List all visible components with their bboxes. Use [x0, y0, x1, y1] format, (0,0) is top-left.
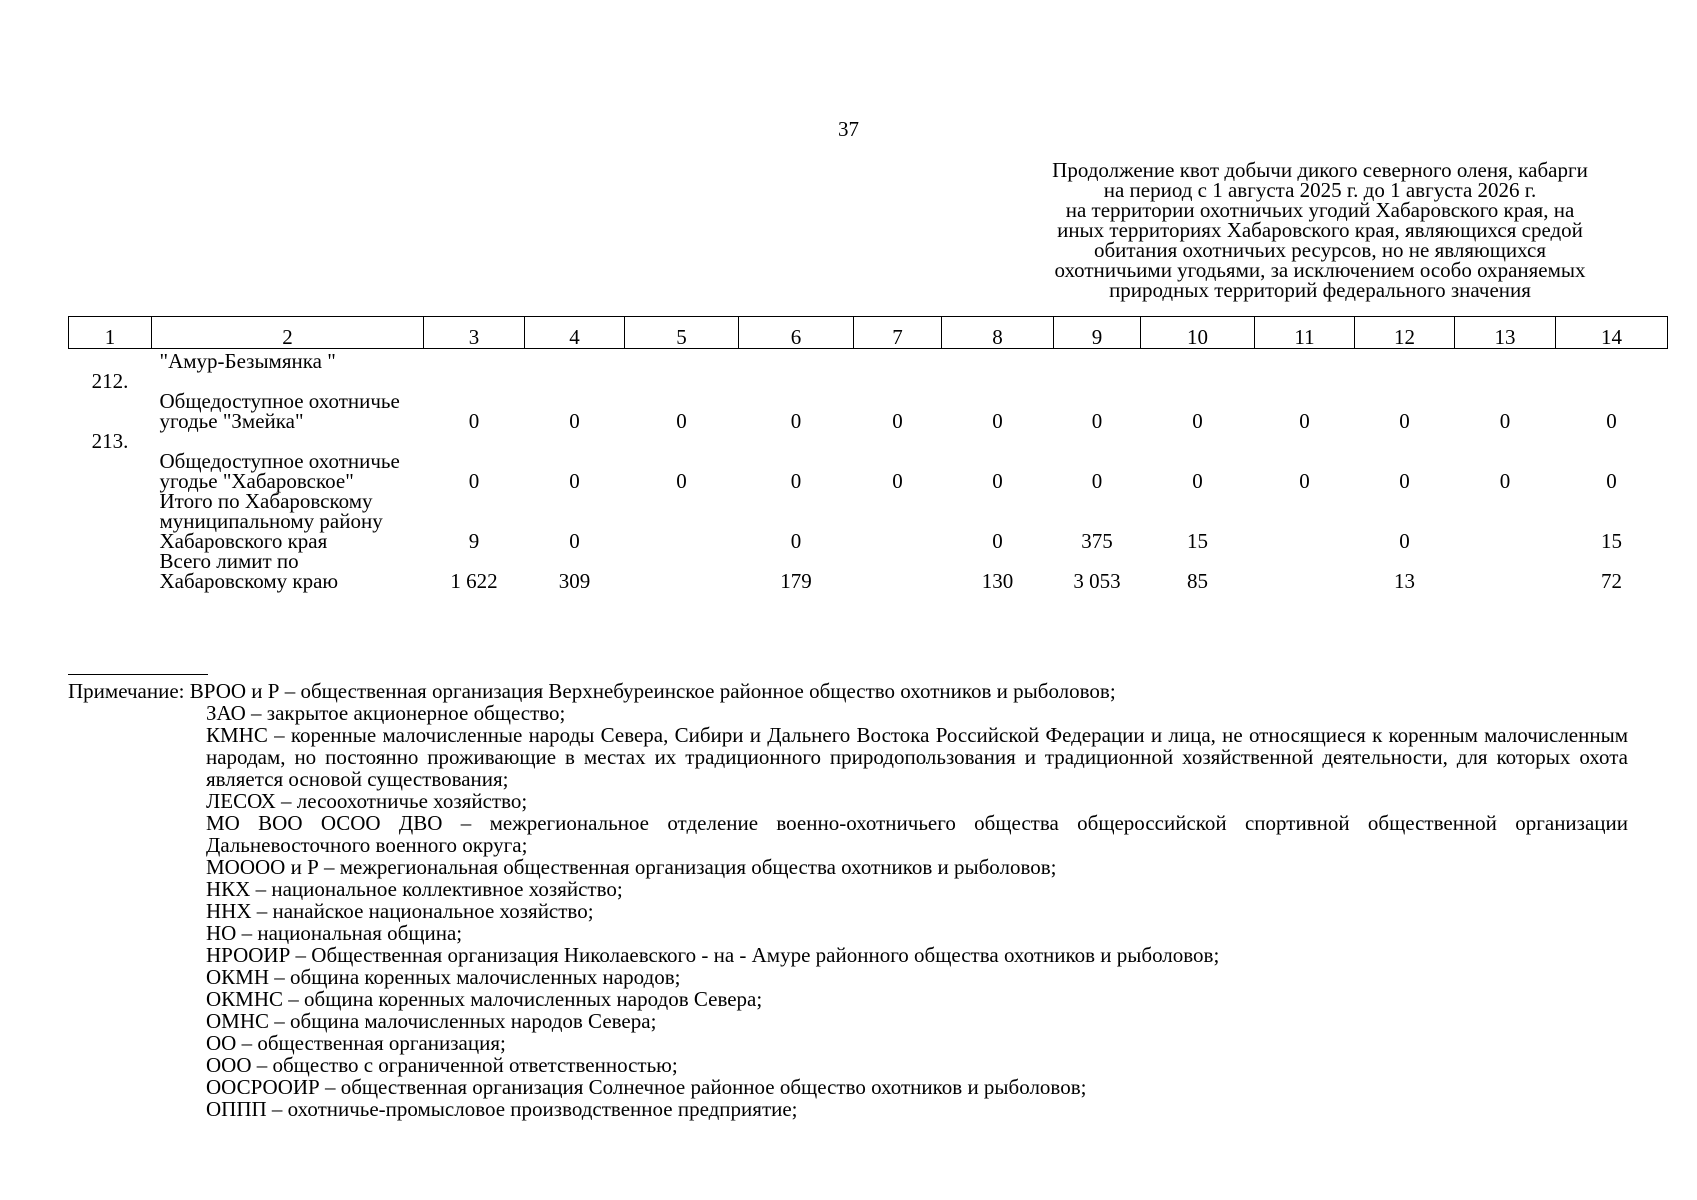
cell-value: 0: [1299, 409, 1310, 433]
cell-value: 179: [780, 569, 812, 593]
note-item: КМНС – коренные малочисленные народы Севера, Сибири и Дальнего Востока Российской Федерации и лица, не относящиеся к коренным малочисленным народам, но постоянно проживающие в местах их традиционного природопользования и традиционной хозяйственной деятельности, для которых охота является основой существования;: [206, 723, 1628, 791]
column-header: 6: [739, 317, 854, 349]
cell-value: 0: [569, 529, 580, 553]
title-line: природных территорий федерального значения: [1109, 278, 1531, 302]
cell-value: 375: [1081, 529, 1113, 553]
cell-value: 0: [1399, 409, 1410, 433]
cell-value: [1455, 551, 1556, 591]
cell-value: 130: [981, 569, 1014, 593]
column-header: 7: [854, 317, 942, 349]
note-item: ЛЕСОХ – лесоохотничье хозяйство;: [206, 789, 528, 813]
cell-value: 0: [892, 409, 903, 433]
cell-value: [1455, 491, 1556, 551]
note-item: ОМНС – община малочисленных народов Севера;: [206, 1009, 657, 1033]
row-number: 213.: [91, 429, 129, 453]
table-row-continuation: [69, 349, 1668, 372]
cell-value: 13: [1394, 569, 1415, 593]
cell-value: [854, 551, 942, 591]
cell-value: 0: [1192, 469, 1203, 493]
table-row: [69, 431, 1668, 491]
quota-table: [68, 316, 1668, 591]
note-item: ОКМНС – община коренных малочисленных народов Севера;: [206, 987, 763, 1011]
footnote-separator: [68, 674, 208, 675]
note-item: МОООО и Р – межрегиональная общественная организация общества охотников и рыболовов;: [206, 855, 1057, 879]
cell-value: 0: [992, 469, 1003, 493]
row-name: Итого по Хабаровскому муниципальному району Хабаровского края: [159, 489, 383, 553]
row-name: Общедоступное охотничье угодье "Хабаровское": [159, 449, 400, 493]
note-item: НО – национальная община;: [206, 921, 463, 945]
table-row: [69, 371, 1668, 431]
note-item: МО ВОО ОСОО ДВО – межрегиональное отделение военно-охотничьего общества общероссийской спортивной общественной организации Дальневосточного военного округа;: [206, 811, 1628, 857]
cell-value: 0: [1399, 529, 1410, 553]
row-number: [69, 551, 152, 591]
cell-value: 0: [569, 469, 580, 493]
cell-value: 0: [1499, 409, 1511, 433]
cell-value: [625, 551, 739, 591]
table-header-row: [69, 317, 1668, 349]
cell-value: 0: [1606, 469, 1617, 493]
note-item: НРООИР – Общественная организация Николаевского - на - Амуре районного общества охотников и рыболовов;: [206, 943, 1220, 967]
row-name: Всего лимит по Хабаровскому краю: [159, 549, 339, 593]
cell-value: 0: [468, 469, 480, 493]
cell-value: 9: [468, 529, 480, 553]
column-header: 12: [1355, 317, 1455, 349]
row-number: [69, 491, 152, 551]
cell-value: 3 053: [1073, 569, 1121, 593]
title-line: на территории охотничьих угодий Хабаровского края, на: [1065, 198, 1575, 222]
table-row-district-total: [69, 491, 1668, 551]
note-item: ОКМН – община коренных малочисленных народов;: [206, 965, 681, 989]
cell-value: 309: [558, 569, 591, 593]
cell-value: 0: [468, 409, 480, 433]
column-header: 11: [1255, 317, 1355, 349]
row-name: Общедоступное охотничье угодье "Змейка": [159, 389, 400, 433]
table-title: [1005, 160, 1635, 300]
column-header: 10: [1141, 317, 1255, 349]
note-item: ОО – общественная организация;: [206, 1031, 506, 1055]
note-item: ННХ – нанайское национальное хозяйство;: [206, 899, 594, 923]
cell-value: 0: [569, 409, 580, 433]
cell-value: 0: [1606, 409, 1617, 433]
column-header: 8: [942, 317, 1054, 349]
cell-value: 85: [1187, 569, 1208, 593]
cell-value: 0: [1091, 469, 1103, 493]
cell-value: 1 622: [450, 569, 498, 593]
column-header: 13: [1455, 317, 1556, 349]
column-header: 5: [625, 317, 739, 349]
cell-value: [1255, 491, 1355, 551]
cell-value: 15: [1601, 529, 1622, 553]
row-name: "Амур-Безымянка ": [159, 349, 336, 373]
column-header: 9: [1054, 317, 1141, 349]
column-header: 3: [424, 317, 525, 349]
title-line: обитания охотничьих ресурсов, но не являющихся: [1093, 238, 1547, 262]
cell-value: [625, 491, 739, 551]
page-number: 37: [838, 117, 859, 141]
title-line: охотничьими угодьями, за исключением особо охраняемых: [1054, 258, 1586, 282]
note-item: ОППП – охотничье-промысловое производственное предприятие;: [206, 1097, 798, 1121]
cell-value: 0: [1399, 469, 1410, 493]
cell-value: 0: [676, 409, 687, 433]
notes-block: [68, 680, 1628, 1120]
cell-value: 15: [1187, 529, 1208, 553]
cell-value: 0: [676, 469, 687, 493]
note-item: ЗАО – закрытое акционерное общество;: [206, 701, 566, 725]
column-header: 4: [525, 317, 625, 349]
cell-value: 0: [790, 409, 802, 433]
cell-value: 0: [790, 529, 802, 553]
column-header: 2: [152, 317, 424, 349]
title-line: иных территориях Хабаровского края, являющихся средой: [1057, 218, 1583, 242]
note-item: НКХ – национальное коллективное хозяйство;: [206, 877, 623, 901]
column-header: 14: [1556, 317, 1668, 349]
note-item: ООСРООИР – общественная организация Солнечное районное общество охотников и рыболовов;: [206, 1075, 1087, 1099]
title-line: на период с 1 августа 2025 г. до 1 августа 2026 г.: [1103, 178, 1537, 202]
cell-value: 0: [992, 409, 1003, 433]
row-number: 212.: [91, 369, 129, 393]
cell-value: 0: [892, 469, 903, 493]
cell-value: [854, 491, 942, 551]
cell-value: [1255, 551, 1355, 591]
cell-value: 0: [1091, 409, 1103, 433]
cell-value: 0: [992, 529, 1003, 553]
note-first-line: Примечание: ВРОО и Р – общественная организация Верхнебуреинское районное общество охотников и рыболовов;: [68, 679, 1116, 703]
cell-value: 0: [1192, 409, 1203, 433]
title-line: Продолжение квот добычи дикого северного оленя, кабарги: [1052, 158, 1588, 182]
cell-value: 0: [790, 469, 802, 493]
cell-value: 0: [1499, 469, 1511, 493]
cell-value: 0: [1299, 469, 1310, 493]
column-header: 1: [69, 317, 152, 349]
table-row-region-total: [69, 551, 1668, 591]
note-item: ООО – общество с ограниченной ответственностью;: [206, 1053, 678, 1077]
cell-value: 72: [1601, 569, 1622, 593]
